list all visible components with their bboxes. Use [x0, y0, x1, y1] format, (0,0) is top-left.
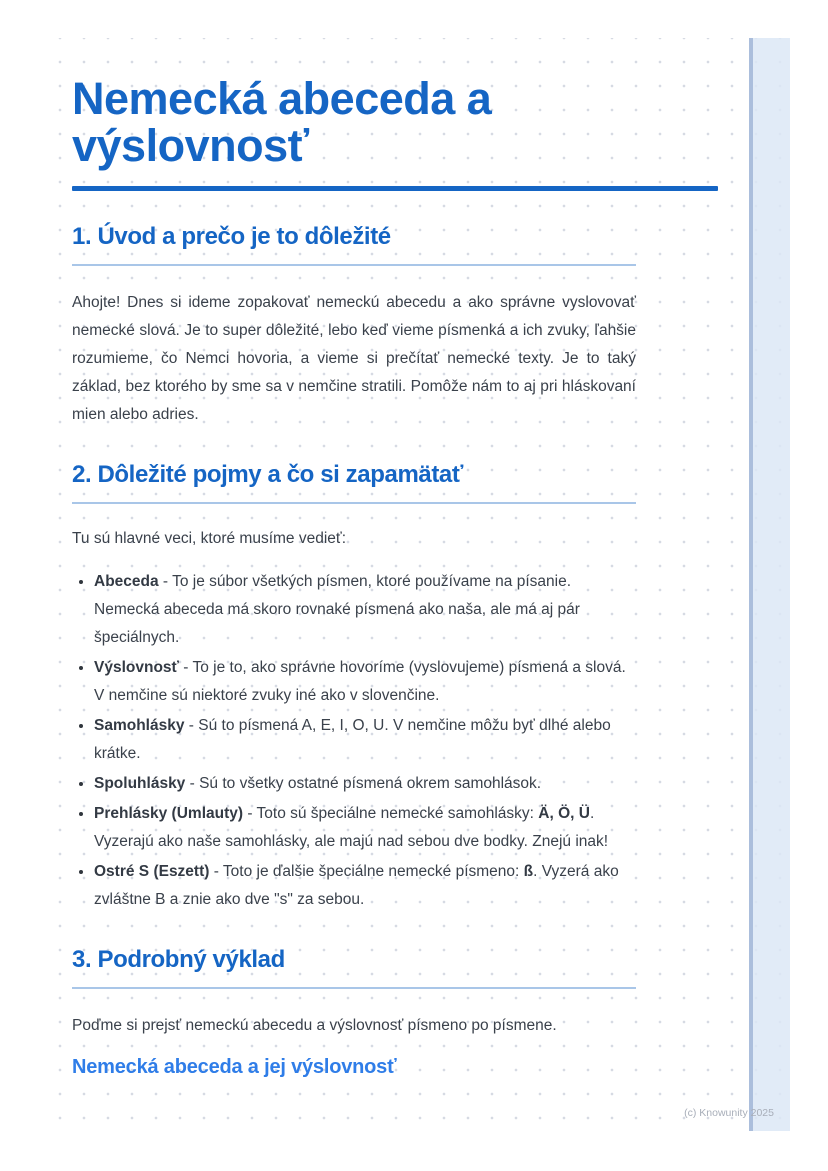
subsection-heading: Nemecká abeceda a jej výslovnosť — [72, 1055, 397, 1078]
list-item: • Ostré S (Eszett) - Toto je ďalšie špeciálne nemecké písmeno: ß. Vyzerá ako zvláštne B a znie ako dve "s" za sebou. — [94, 858, 636, 914]
section-intro — [72, 221, 718, 429]
concepts-list — [72, 568, 636, 914]
list-item: • Prehlásky (Umlauty) - Toto sú špeciálne nemecké samohlásky: Ä, Ö, Ü. Vyzerajú ako naše samohlásky, ale majú nad sebou dve bodky. Znejú inak! — [94, 800, 636, 856]
right-margin-stripe — [749, 38, 790, 1131]
title-rule — [72, 186, 718, 191]
list-item: • Spoluhlásky - Sú to všetky ostatné písmená okrem samohlások. — [94, 770, 636, 798]
list-item: • Abeceda - To je súbor všetkých písmen, ktoré používame na písanie. Nemecká abeceda má skoro rovnaké písmená ako naša, ale má aj pár špeciálnych. — [94, 568, 636, 652]
section-1-paragraph: Ahojte! Dnes si ideme zopakovať nemeckú abecedu a ako správne vyslovovať nemecké slová. Je to super dôležité, lebo keď vieme písmenká a ich zvuky, ľahšie rozumieme, čo Nemci hovoria, a vieme si prečítať nemecké texty. Je to taký základ, bez ktorého by sme sa v nemčine stratili. Pomôže nám to aj pri hláskovaní mien alebo adries. — [72, 293, 636, 423]
section-detail — [72, 944, 718, 1080]
section-2-underline — [72, 502, 636, 504]
list-item: • Výslovnosť - To je to, ako správne hovoríme (vyslovujeme) písmená a slová. V nemčine sú niektoré zvuky iné ako v slovenčine. — [94, 654, 636, 710]
section-1-heading: 1. Úvod a prečo je to dôležité — [72, 222, 391, 250]
section-3-heading: 3. Podrobný výklad — [72, 945, 285, 973]
section-concepts — [72, 459, 718, 914]
section-3-underline — [72, 987, 636, 989]
footer-credit: (c) Knowunity 2025 — [684, 1107, 774, 1119]
document-sheet — [40, 38, 790, 1131]
section-1-underline — [72, 264, 636, 266]
document-content — [40, 38, 718, 1080]
section-2-heading: 2. Dôležité pojmy a čo si zapamätať — [72, 460, 463, 488]
page-title: Nemecká abeceda a výslovnosť — [72, 73, 492, 171]
section-2-intro: Tu sú hlavné veci, ktoré musíme vedieť: — [72, 529, 347, 547]
list-item: • Samohlásky - Sú to písmená A, E, I, O, U. V nemčine môžu byť dlhé alebo krátke. — [94, 712, 636, 768]
section-3-paragraph: Poďme si prejsť nemeckú abecedu a výslovnosť písmeno po písmene. — [72, 1016, 557, 1034]
